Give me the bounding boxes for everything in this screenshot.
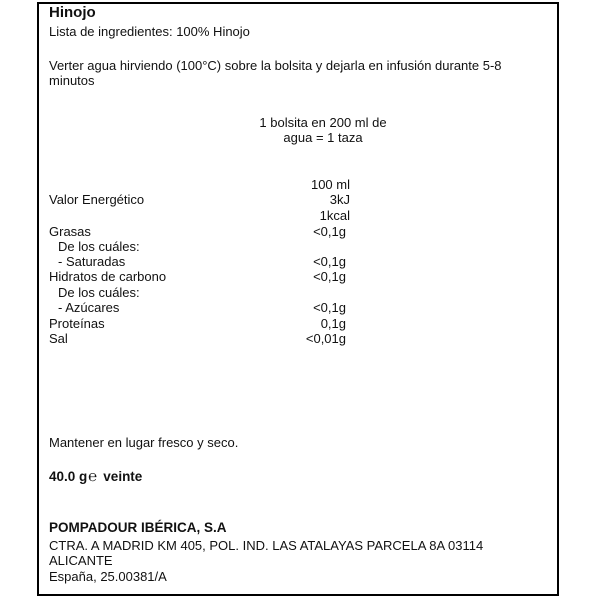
bag-count: veinte xyxy=(103,469,143,484)
nutrient-value-carbohydrates: <0,1g xyxy=(313,269,346,284)
nutrient-label-sugars: - Azúcares xyxy=(58,300,120,315)
energy-label: Valor Energético xyxy=(49,192,145,207)
nutrition-column-header: 100 ml xyxy=(310,177,350,192)
nutrient-value-saturates: <0,1g xyxy=(313,254,346,269)
nutrient-label-protein: Proteínas xyxy=(49,316,105,331)
energy-kcal-value: 1kcal xyxy=(319,208,350,223)
nutrient-value-sugars: <0,1g xyxy=(313,300,346,315)
serving-size-line1: 1 bolsita en 200 ml de xyxy=(259,115,387,130)
nutrient-label-salt: Sal xyxy=(49,331,68,346)
net-quantity xyxy=(49,469,142,484)
nutrient-label-saturates: - Saturadas xyxy=(58,254,126,269)
ingredients-list: Lista de ingredientes: 100% Hinojo xyxy=(49,24,250,39)
nutrient-label-fat: Grasas xyxy=(49,224,91,239)
nutrient-label-of-which-carbs: De los cuáles: xyxy=(58,285,140,300)
nutrient-value-fat: <0,1g xyxy=(313,224,346,239)
company-address-line1: CTRA. A MADRID KM 405, POL. IND. LAS ATALAYAS PARCELA 8A 03114 xyxy=(49,538,484,553)
registry-number: España, 25.00381/A xyxy=(49,569,167,584)
nutrient-value-protein: 0,1g xyxy=(320,316,346,331)
preparation-instructions: Verter agua hirviendo (100°C) sobre la bolsita y dejarla en infusión durante 5-8 xyxy=(49,58,502,73)
nutrient-label-of-which-fat: De los cuáles: xyxy=(58,239,140,254)
nutrient-label-carbohydrates: Hidratos de carbono xyxy=(49,269,167,284)
storage-instructions: Mantener en lugar fresco y seco. xyxy=(49,435,239,450)
preparation-instructions-cont: minutos xyxy=(49,73,95,88)
company-name: POMPADOUR IBÉRICA, S.A xyxy=(49,520,227,535)
nutrient-value-salt: <0,01g xyxy=(305,331,346,346)
company-address-line2: ALICANTE xyxy=(49,553,113,568)
serving-size-line2: agua = 1 taza xyxy=(283,130,363,145)
estimated-sign-icon: ℮ xyxy=(88,468,98,485)
net-weight: 40.0 g xyxy=(49,469,88,484)
product-name: Hinojo xyxy=(49,4,96,21)
energy-kj-value: 3kJ xyxy=(329,192,350,207)
